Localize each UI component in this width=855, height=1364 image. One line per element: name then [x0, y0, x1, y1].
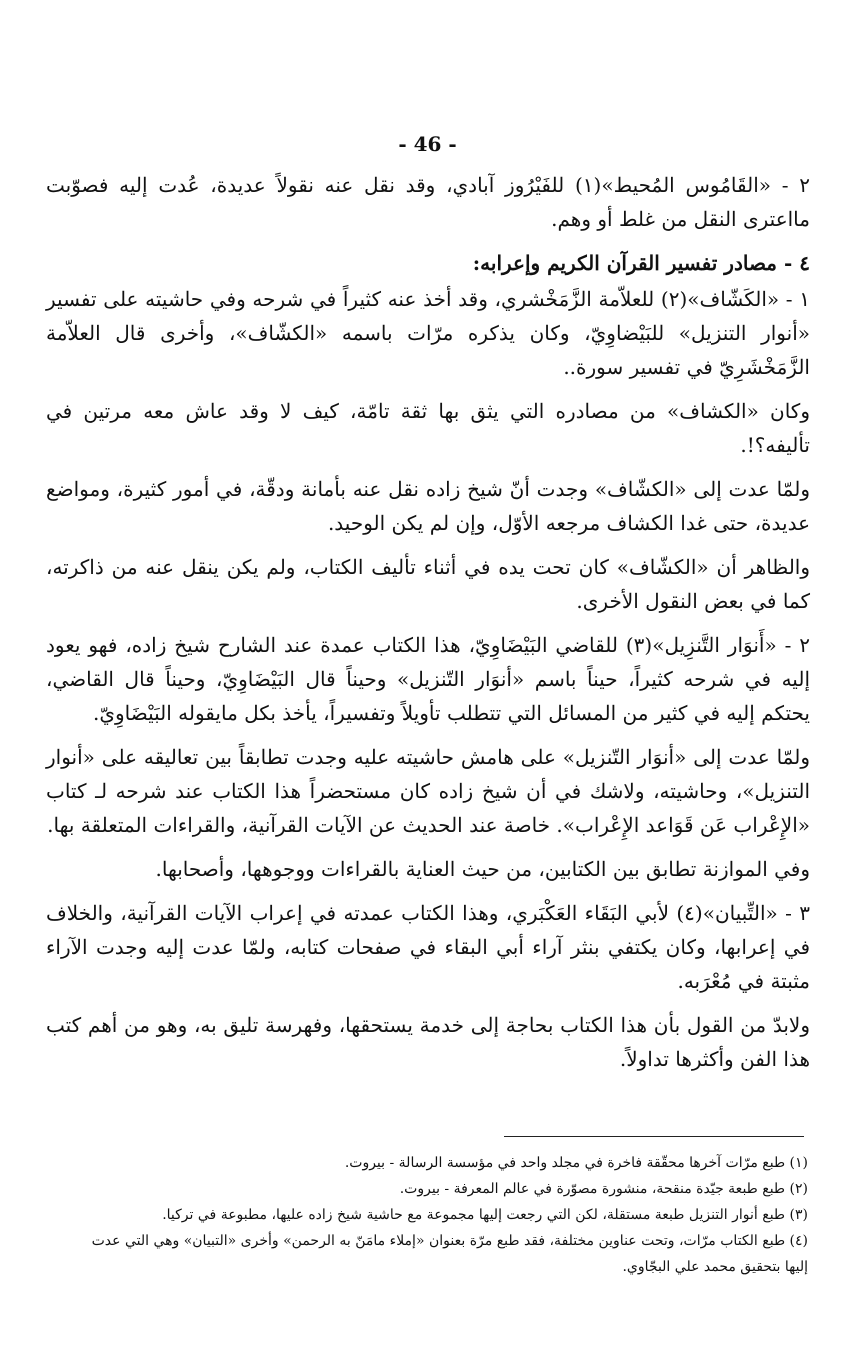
- section-heading: ٤ - مصادر تفسير القرآن الكريم وإعرابه:: [472, 251, 810, 275]
- footnotes: [74, 1150, 808, 1280]
- paragraph: وكان «الكشاف» من مصادره التي يثق بها ثقة تامّة، كيف لا وقد عاش معه مرتين في تأليفه؟!.: [46, 399, 810, 457]
- main-text: [46, 168, 810, 1076]
- paragraph: ولمّا عدت إلى «الكشّاف» وجدت أنّ شيخ زاده نقل عنه بأمانة ودقّة، في أمور كثيرة، ومواضع عديدة، حتى غدا الكشاف مرجعه الأوّل، وإن لم يكن الوحيد.: [46, 477, 810, 535]
- footnote-divider: [504, 1136, 804, 1137]
- footnote: (٢) طبع طبعة جيّدة منقحة، منشورة مصوّرة في عالم المعرفة - بيروت.: [399, 1181, 808, 1197]
- footnote: (٣) طبع أنوار التنزيل طبعة مستقلة، لكن التي رجعت إليها مجموعة مع حاشية شيخ زاده عليها، مطبوعة في تركيا.: [162, 1207, 808, 1223]
- paragraph: والظاهر أن «الكشّاف» كان تحت يده في أثناء تأليف الكتاب، ولم يكن ينقل عنه من ذاكرته، كما في بعض النقول الأخرى.: [46, 555, 810, 613]
- paragraph: ولمّا عدت إلى «أنوَار التّنزيل» على هامش حاشيته عليه وجدت تطابقاً بين تعاليقه على «أنوار التنزيل»، وحاشيته، ولاشك في أن شيخ زاده كان مستحضراً هذا الكتاب عند شرحه لـ كتاب «الإِعْراب عَن قَوَاعد الإِعْراب». خاصة عند الحديث عن الآيات القرآنية، والقراءات المتعلقة بها.: [46, 745, 810, 837]
- paragraph: ولابدّ من القول بأن هذا الكتاب بحاجة إلى خدمة يستحقها، وفهرسة تليق به، وهو من أهم كتب هذا الفن وأكثرها تداولاً.: [46, 1013, 810, 1071]
- paragraph: ٣ - «التِّبيان»(٤) لأبي البَقَاء العَكْبَري، وهذا الكتاب عمدته في إعراب الآيات القرآنية، والخلاف في إعرابها، وكان يكتفي بنثر آراء أبي البقاء في صفحات كتابه، ولمّا عدت إليه وجدت الآراء مثبتة في مُعْرَبه.: [46, 901, 810, 993]
- paragraph: ٢ - «أَنوَار التَّنزِيل»(٣) للقاضي البَيْضَاوِيّ، هذا الكتاب عمدة عند الشارح شيخ زاده، فهو يعود إليه في شرحه كثيراً، حيناً باسم «أنوَار التّنزيل» وحيناً قال البَيْضَاوِيّ، وحيناً قال القاضي، يحتكم إليه في كثير من المسائل التي تتطلب تأويلاً وتفسيراً، يأخذ بكل مايقوله البَيْضَاوِيّ.: [46, 633, 810, 725]
- footnote: (١) طبع مرّات آخرها محقّقة فاخرة في مجلد واحد في مؤسسة الرسالة - بيروت.: [344, 1155, 808, 1171]
- paragraph: ١ - «الكَشّاف»(٢) للعلاّمة الزَّمَخْشري، وقد أخذ عنه كثيراً في شرحه وفي حاشيته على تفسير «أنوار التنزيل» للبَيْضاوِيّ، وكان يذكره مرّات باسمه «الكشّاف»، وأخرى قال العلاّمة الزَّمَخْشَرِيّ في تفسير سورة..: [46, 287, 810, 379]
- page-number: - 46 -: [398, 132, 457, 156]
- footnote: (٤) طبع الكتاب مرّات، وتحت عناوين مختلفة، فقد طبع مرّة بعنوان «إملاء مامَنّ به الرحمن» وأخرى «التبيان» وهي التي عدت إليها بتحقيق محمد علي البجّاوي.: [91, 1233, 808, 1275]
- paragraph: ٢ - «القَامُوس المُحيط»(١) للفَيْرُوز آبادي، وقد نقل عنه نقولاً عديدة، عُدت إليه فصوّبت مااعترى النقل من غلط أو وهم.: [46, 173, 810, 231]
- paragraph: وفي الموازنة تطابق بين الكتابين، من حيث العناية بالقراءات ووجوهها، وأصحابها.: [155, 857, 810, 881]
